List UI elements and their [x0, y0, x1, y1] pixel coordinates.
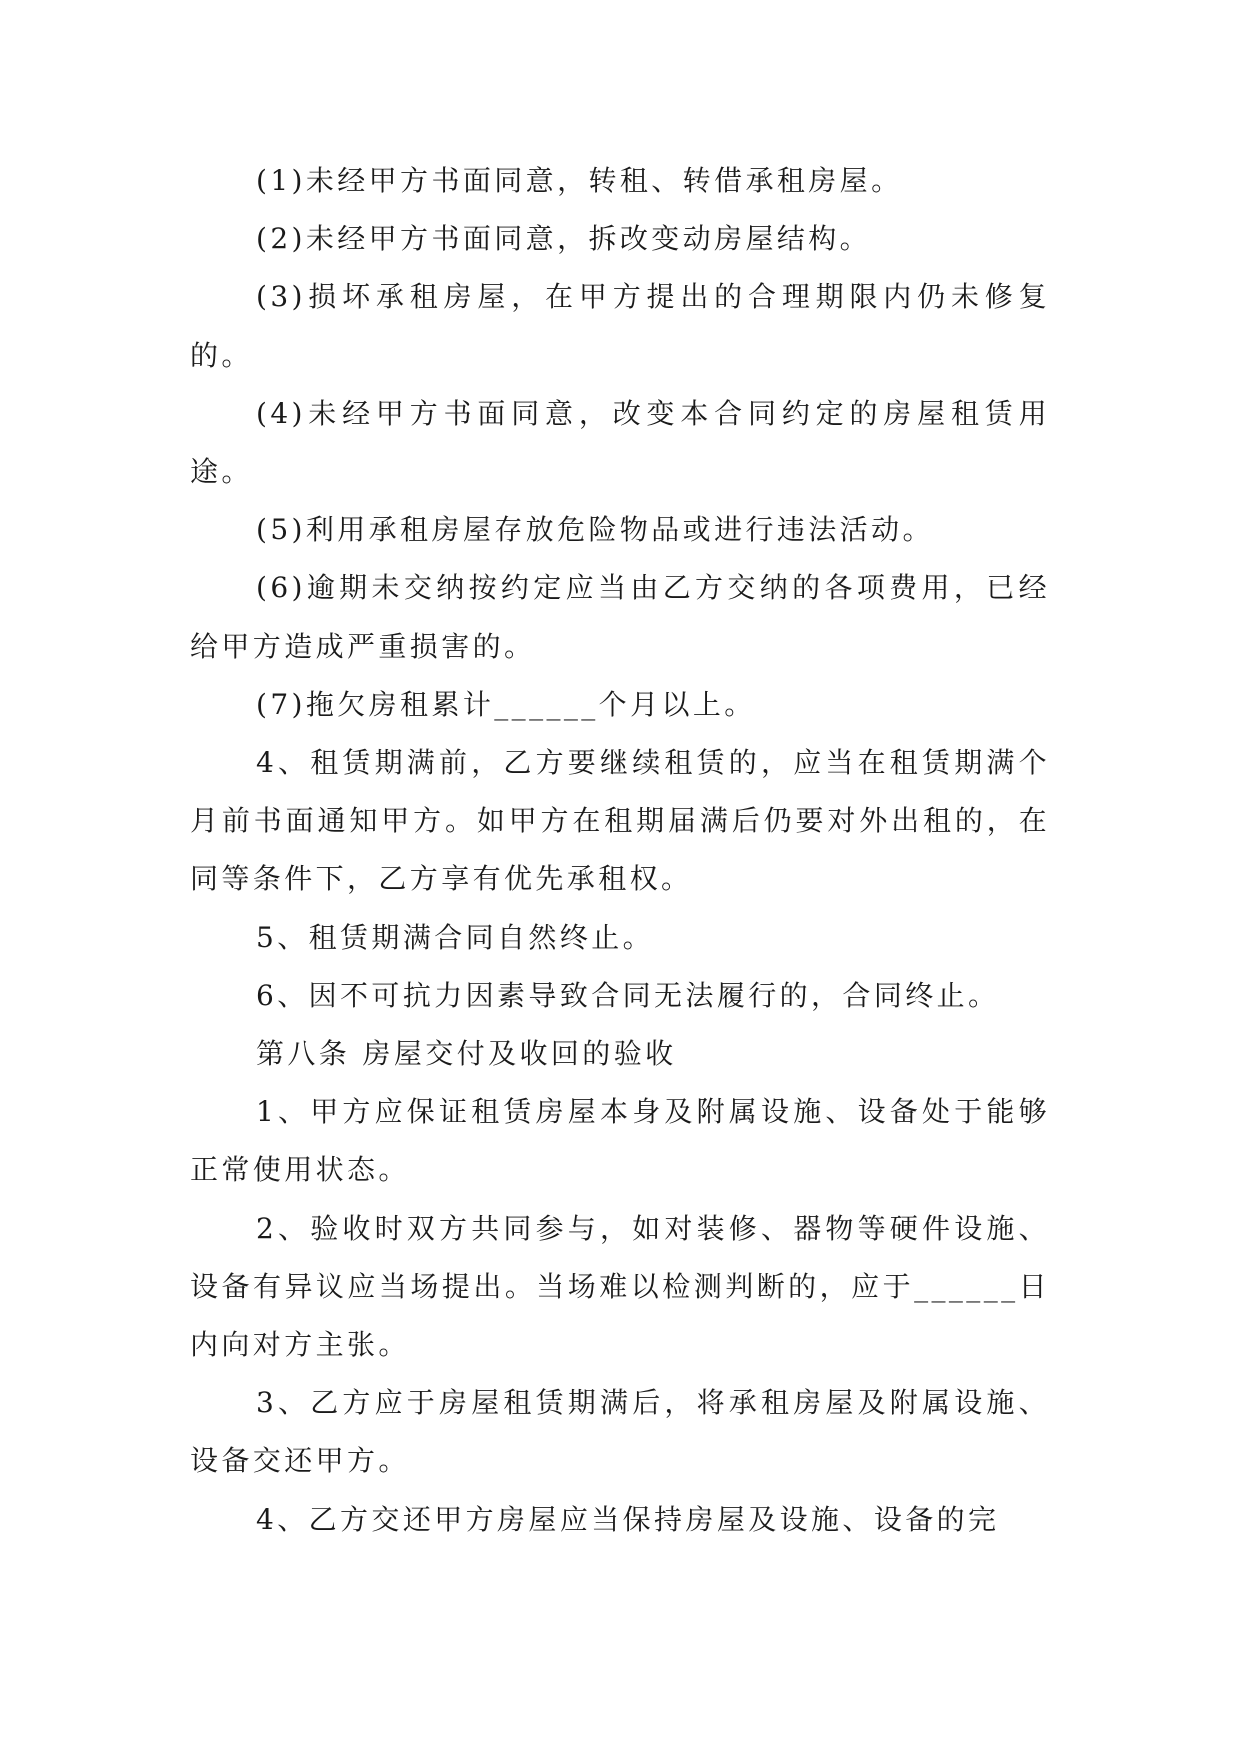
- clause-joint-inspection: 2、验收时双方共同参与，如对装修、器物等硬件设施、设备有异议应当场提出。当场难以检测判断的，应于______日内向对方主张。: [190, 1211, 1050, 1362]
- clause-usable-condition: 1、甲方应保证租赁房屋本身及附属设施、设备处于能够正常使用状态。: [190, 1095, 1050, 1187]
- clause-structure-change: (2)未经甲方书面同意，拆改变动房屋结构。: [256, 222, 872, 256]
- clause-sublease: (1)未经甲方书面同意，转租、转借承租房屋。: [256, 164, 903, 197]
- document-body: [190, 152, 1050, 1549]
- clause-rent-arrears: (7)拖欠房租累计______个月以上。: [256, 687, 756, 721]
- article-heading: 第八条 房屋交付及收回的验收: [256, 1037, 677, 1071]
- clause-overdue-fees: (6)逾期未交纳按约定应当由乙方交纳的各项费用，已经给甲方造成严重损害的。: [190, 571, 1050, 663]
- clause-damage: (3)损坏承租房屋，在甲方提出的合理期限内仍未修复的。: [190, 280, 1050, 372]
- clause-return-condition: 4、乙方交还甲方房屋应当保持房屋及设施、设备的完: [256, 1502, 1000, 1536]
- clause-dangerous-goods: (5)利用承租房屋存放危险物品或进行违法活动。: [256, 513, 934, 547]
- clause-natural-termination: 5、租赁期满合同自然终止。: [256, 920, 655, 954]
- clause-return-property: 3、乙方应于房屋租赁期满后，将承租房屋及附属设施、设备交还甲方。: [190, 1386, 1050, 1478]
- clause-force-majeure: 6、因不可抗力因素导致合同无法履行的，合同终止。: [256, 978, 1000, 1012]
- clause-usage-change: (4)未经甲方书面同意，改变本合同约定的房屋租赁用途。: [190, 396, 1050, 489]
- clause-renewal: 4、租赁期满前，乙方要继续租赁的，应当在租赁期满个月前书面通知甲方。如甲方在租期届满后仍要对外出租的，在同等条件下，乙方享有优先承租权。: [190, 746, 1050, 896]
